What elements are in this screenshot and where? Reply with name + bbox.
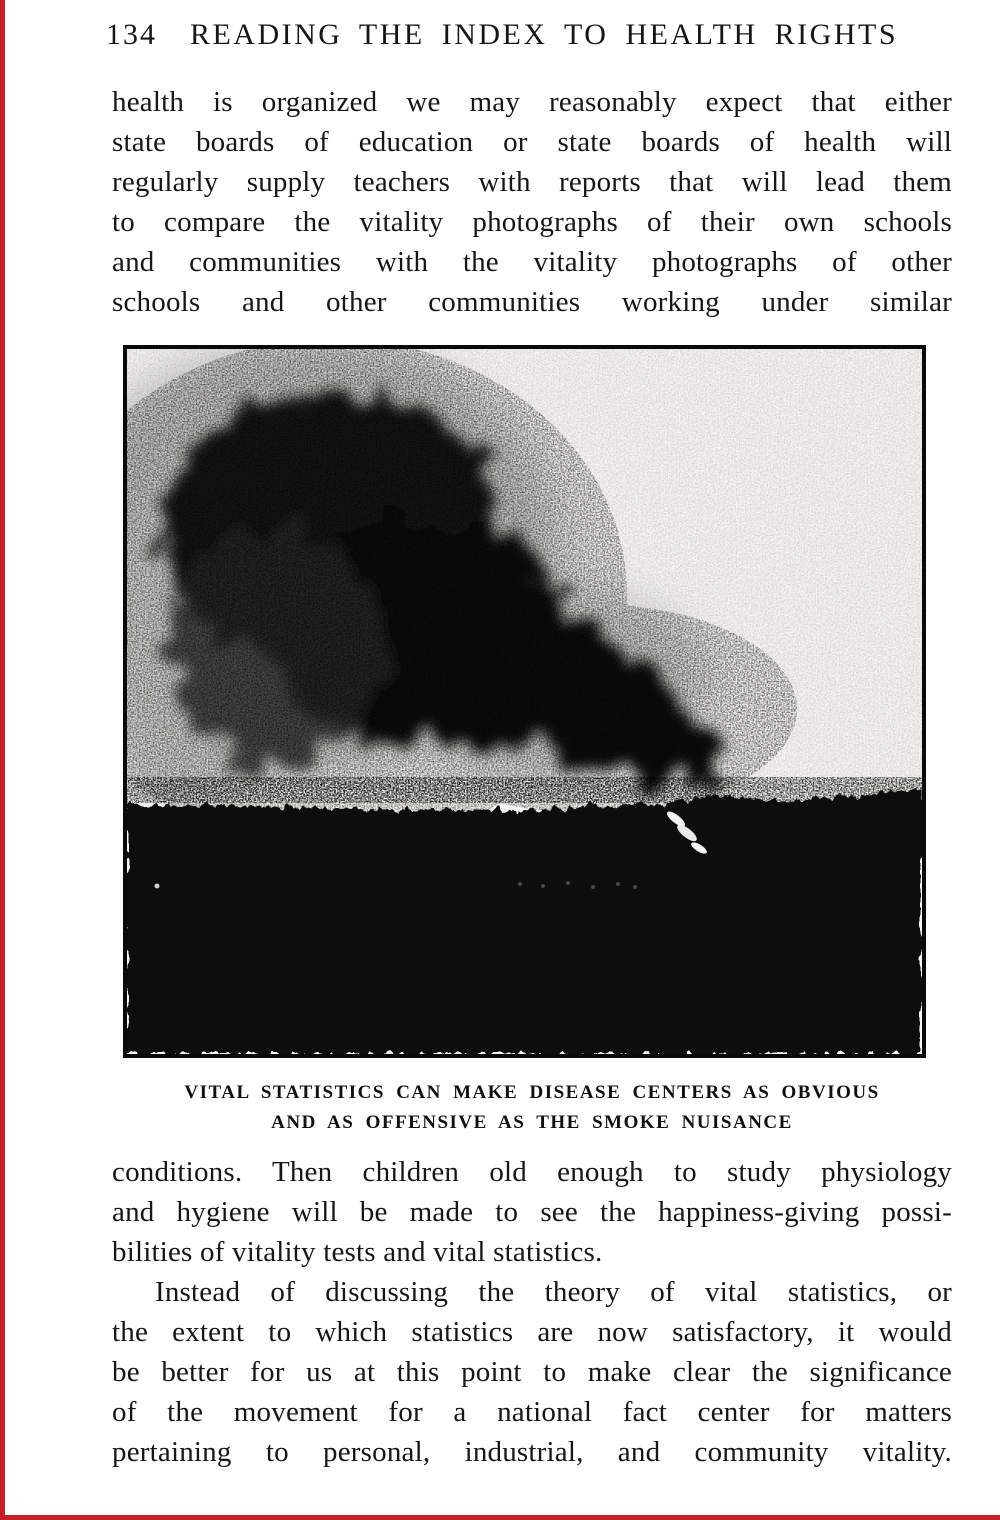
text-line: the extent to which statistics are now satisfactory, it would (112, 1316, 952, 1348)
scan-edge-bottom (0, 1515, 1000, 1520)
photo-ground (127, 789, 922, 1054)
running-title: READING THE INDEX TO HEALTH RIGHTS (189, 18, 899, 51)
text-line: to compare the vitality photographs of their own schools (112, 206, 952, 238)
text-line: bilities of vitality tests and vital statistics. (112, 1236, 603, 1268)
text-line: and communities with the vitality photographs of other (112, 246, 952, 278)
running-header (106, 0, 952, 60)
text-line: of the movement for a national fact center for matters (112, 1396, 952, 1428)
caption-line: AND AS OFFENSIVE AS THE SMOKE NUISANCE (271, 1112, 793, 1133)
caption-line: VITAL STATISTICS CAN MAKE DISEASE CENTERS AS OBVIOUS (184, 1082, 880, 1103)
page-number: 134 (106, 18, 157, 51)
text-line: Instead of discussing the theory of vital statistics, or (155, 1276, 952, 1308)
figure-caption (112, 1078, 952, 1138)
paragraph-1 (112, 82, 952, 322)
text-line: pertaining to personal, industrial, and community vitality. (112, 1436, 952, 1468)
paragraph-3 (112, 1272, 952, 1472)
text-line: regularly supply teachers with reports that will lead them (112, 166, 952, 198)
paragraph-2 (112, 1152, 952, 1272)
text-line: be better for us at this point to make clear the significance (112, 1356, 952, 1388)
text-line: health is organized we may reasonably expect that either (112, 86, 952, 118)
text-line: conditions. Then children old enough to study physiology (112, 1156, 952, 1188)
figure-smoke-nuisance (112, 345, 952, 1138)
scan-edge-left (0, 0, 5, 1520)
text-line: schools and other communities working under similar (112, 286, 952, 318)
text-line: state boards of education or state boards of health will (112, 126, 952, 158)
smoke-photograph (123, 345, 926, 1058)
smoke-photo-svg (127, 349, 922, 1054)
text-line: and hygiene will be made to see the happiness-giving possi- (112, 1196, 952, 1228)
